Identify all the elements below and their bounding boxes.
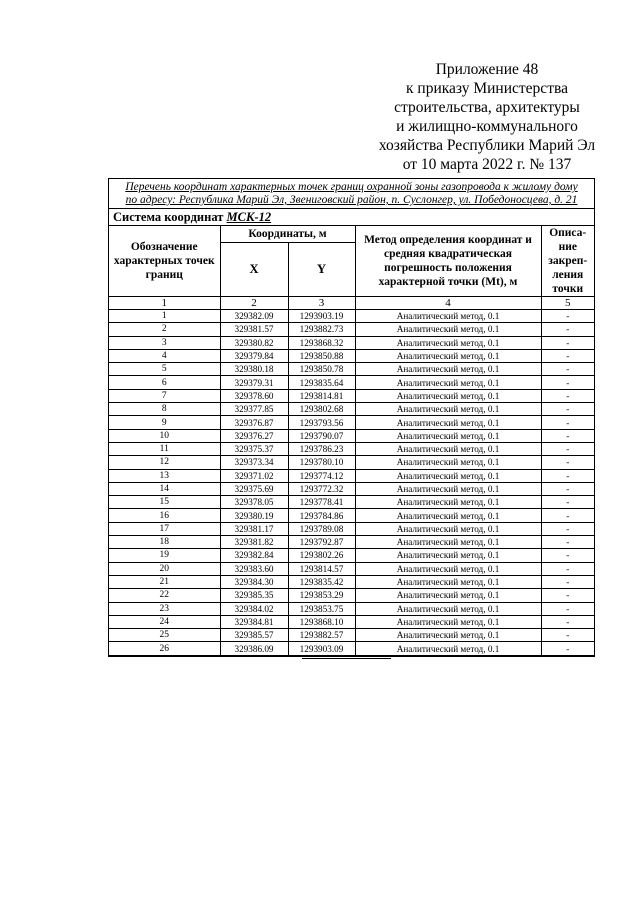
- column-number: 5: [541, 297, 594, 310]
- coord-x: 329378.05: [220, 496, 288, 509]
- header-line: к приказу Министерства: [406, 80, 568, 97]
- description-cell: -: [541, 629, 594, 642]
- method-cell: Аналитический метод, 0.1: [355, 310, 541, 323]
- point-number: 9: [109, 416, 220, 429]
- point-number: 6: [109, 376, 220, 389]
- table-row: [109, 323, 594, 336]
- point-number: 17: [109, 522, 220, 535]
- table-row: [109, 496, 594, 509]
- point-number: 1: [109, 310, 220, 323]
- method-cell: Аналитический метод, 0.1: [355, 456, 541, 469]
- point-number: 15: [109, 496, 220, 509]
- table-row: [109, 403, 594, 416]
- column-number: 2: [220, 297, 288, 310]
- method-cell: Аналитический метод, 0.1: [355, 323, 541, 336]
- point-number: 25: [109, 629, 220, 642]
- description-cell: -: [541, 323, 594, 336]
- point-number: 18: [109, 536, 220, 549]
- coord-y: 1293792.87: [288, 536, 355, 549]
- point-number: 24: [109, 615, 220, 628]
- method-cell: Аналитический метод, 0.1: [355, 363, 541, 376]
- coord-y: 1293784.86: [288, 509, 355, 522]
- coord-x: 329379.31: [220, 376, 288, 389]
- table-row: [109, 509, 594, 522]
- coord-x: 329384.81: [220, 615, 288, 628]
- point-number: 19: [109, 549, 220, 562]
- description-cell: -: [541, 376, 594, 389]
- method-cell: Аналитический метод, 0.1: [355, 496, 541, 509]
- method-cell: Аналитический метод, 0.1: [355, 482, 541, 495]
- coordinates-table: [109, 226, 594, 656]
- coord-x: 329373.34: [220, 456, 288, 469]
- coord-x: 329377.85: [220, 403, 288, 416]
- coord-y: 1293774.12: [288, 469, 355, 482]
- description-cell: -: [541, 615, 594, 628]
- column-number: 1: [109, 297, 220, 310]
- point-number: 20: [109, 562, 220, 575]
- header-line: от 10 марта 2022 г. № 137: [402, 156, 572, 173]
- point-number: 13: [109, 469, 220, 482]
- table-row: [109, 549, 594, 562]
- coordinate-system-label: Система координат: [113, 210, 224, 224]
- description-cell: -: [541, 310, 594, 323]
- table-row: [109, 442, 594, 455]
- point-number: 3: [109, 336, 220, 349]
- method-cell: Аналитический метод, 0.1: [355, 336, 541, 349]
- coord-x: 329385.35: [220, 589, 288, 602]
- header-y: Y: [288, 242, 355, 296]
- description-cell: -: [541, 589, 594, 602]
- column-number: 3: [288, 297, 355, 310]
- description-cell: -: [541, 536, 594, 549]
- method-cell: Аналитический метод, 0.1: [355, 522, 541, 535]
- coord-y: 1293903.19: [288, 310, 355, 323]
- coord-x: 329384.30: [220, 575, 288, 588]
- description-cell: -: [541, 549, 594, 562]
- description-cell: -: [541, 429, 594, 442]
- coord-x: 329376.27: [220, 429, 288, 442]
- coord-y: 1293786.23: [288, 442, 355, 455]
- coord-x: 329386.09: [220, 642, 288, 655]
- description-cell: -: [541, 469, 594, 482]
- coord-y: 1293835.42: [288, 575, 355, 588]
- description-cell: -: [541, 336, 594, 349]
- point-number: 14: [109, 482, 220, 495]
- coord-x: 329384.02: [220, 602, 288, 615]
- method-cell: Аналитический метод, 0.1: [355, 509, 541, 522]
- coord-x: 329381.17: [220, 522, 288, 535]
- coord-y: 1293850.88: [288, 349, 355, 362]
- coord-x: 329371.02: [220, 469, 288, 482]
- point-number: 5: [109, 363, 220, 376]
- point-number: 21: [109, 575, 220, 588]
- header-coordinates: Координаты, м: [220, 226, 355, 242]
- method-cell: Аналитический метод, 0.1: [355, 416, 541, 429]
- method-cell: Аналитический метод, 0.1: [355, 562, 541, 575]
- table-row: [109, 363, 594, 376]
- coord-x: 329375.37: [220, 442, 288, 455]
- header-method: Метод определения координат и средняя квадратическая погрешность положения характерной точки (Mt), м: [355, 226, 541, 297]
- table-row: [109, 482, 594, 495]
- coord-x: 329380.82: [220, 336, 288, 349]
- description-cell: -: [541, 562, 594, 575]
- coord-x: 329381.82: [220, 536, 288, 549]
- coord-y: 1293835.64: [288, 376, 355, 389]
- point-number: 16: [109, 509, 220, 522]
- coord-x: 329379.84: [220, 349, 288, 362]
- table-row: [109, 336, 594, 349]
- coordinates-table-frame: [108, 178, 595, 657]
- coord-y: 1293772.32: [288, 482, 355, 495]
- table-title-line: Перечень координат характерных точек границ охранной зоны газопровода к жилому дому: [125, 181, 578, 193]
- table-row: [109, 522, 594, 535]
- point-number: 12: [109, 456, 220, 469]
- column-number-row: [109, 297, 594, 310]
- coord-x: 329376.87: [220, 416, 288, 429]
- header-line: хозяйства Республики Марий Эл: [378, 137, 596, 154]
- coord-y: 1293793.56: [288, 416, 355, 429]
- table-row: [109, 589, 594, 602]
- coord-y: 1293868.32: [288, 336, 355, 349]
- table-row: [109, 469, 594, 482]
- point-number: 8: [109, 403, 220, 416]
- header-description: Описа- ние закреп- ления точки: [541, 226, 594, 297]
- point-number: 10: [109, 429, 220, 442]
- header-line: строительства, архитектуры: [394, 99, 580, 116]
- coord-y: 1293802.26: [288, 549, 355, 562]
- table-row: [109, 310, 594, 323]
- coord-y: 1293853.29: [288, 589, 355, 602]
- method-cell: Аналитический метод, 0.1: [355, 615, 541, 628]
- description-cell: -: [541, 642, 594, 655]
- signature-line: [302, 658, 391, 659]
- column-number: 4: [355, 297, 541, 310]
- coord-x: 329382.09: [220, 310, 288, 323]
- table-row: [109, 615, 594, 628]
- coord-x: 329380.18: [220, 363, 288, 376]
- table-title: [109, 179, 594, 209]
- point-number: 2: [109, 323, 220, 336]
- method-cell: Аналитический метод, 0.1: [355, 442, 541, 455]
- header-designation: Обозначение характерных точек границ: [109, 226, 220, 297]
- coord-y: 1293814.57: [288, 562, 355, 575]
- method-cell: Аналитический метод, 0.1: [355, 575, 541, 588]
- description-cell: -: [541, 602, 594, 615]
- description-cell: -: [541, 389, 594, 402]
- coord-y: 1293853.75: [288, 602, 355, 615]
- description-cell: -: [541, 509, 594, 522]
- coordinate-system-value: МСК-12: [226, 210, 272, 224]
- point-number: 4: [109, 349, 220, 362]
- table-row: [109, 562, 594, 575]
- table-row: [109, 429, 594, 442]
- method-cell: Аналитический метод, 0.1: [355, 602, 541, 615]
- method-cell: Аналитический метод, 0.1: [355, 549, 541, 562]
- method-cell: Аналитический метод, 0.1: [355, 536, 541, 549]
- coord-x: 329381.57: [220, 323, 288, 336]
- description-cell: -: [541, 442, 594, 455]
- point-number: 7: [109, 389, 220, 402]
- order-header: [354, 60, 620, 174]
- coord-y: 1293882.73: [288, 323, 355, 336]
- table-title-line: по адресу: Республика Марий Эл, Звениговский район, п. Суслонгер, ул. Победоносцева, д. 21: [125, 194, 578, 206]
- table-body: [109, 310, 594, 656]
- method-cell: Аналитический метод, 0.1: [355, 642, 541, 655]
- point-number: 26: [109, 642, 220, 655]
- description-cell: -: [541, 482, 594, 495]
- coord-y: 1293850.78: [288, 363, 355, 376]
- header-line: Приложение 48: [435, 61, 539, 78]
- coord-y: 1293882.57: [288, 629, 355, 642]
- point-number: 22: [109, 589, 220, 602]
- table-row: [109, 575, 594, 588]
- coord-y: 1293780.10: [288, 456, 355, 469]
- point-number: 11: [109, 442, 220, 455]
- coord-y: 1293903.09: [288, 642, 355, 655]
- coord-y: 1293778.41: [288, 496, 355, 509]
- coord-x: 329383.60: [220, 562, 288, 575]
- table-row: [109, 456, 594, 469]
- table-row: [109, 376, 594, 389]
- coord-y: 1293789.08: [288, 522, 355, 535]
- method-cell: Аналитический метод, 0.1: [355, 403, 541, 416]
- description-cell: -: [541, 349, 594, 362]
- coord-x: 329378.60: [220, 389, 288, 402]
- table-row: [109, 349, 594, 362]
- coord-x: 329375.69: [220, 482, 288, 495]
- coord-x: 329380.19: [220, 509, 288, 522]
- description-cell: -: [541, 416, 594, 429]
- header-line: и жилищно-коммунального: [396, 118, 578, 135]
- method-cell: Аналитический метод, 0.1: [355, 589, 541, 602]
- method-cell: Аналитический метод, 0.1: [355, 469, 541, 482]
- header-x: X: [220, 242, 288, 296]
- description-cell: -: [541, 363, 594, 376]
- description-cell: -: [541, 575, 594, 588]
- coordinate-system: [109, 209, 594, 226]
- method-cell: Аналитический метод, 0.1: [355, 389, 541, 402]
- description-cell: -: [541, 403, 594, 416]
- method-cell: Аналитический метод, 0.1: [355, 629, 541, 642]
- table-row: [109, 602, 594, 615]
- coord-y: 1293790.07: [288, 429, 355, 442]
- description-cell: -: [541, 496, 594, 509]
- coord-y: 1293802.68: [288, 403, 355, 416]
- coord-x: 329382.84: [220, 549, 288, 562]
- coord-x: 329385.57: [220, 629, 288, 642]
- table-row: [109, 416, 594, 429]
- method-cell: Аналитический метод, 0.1: [355, 349, 541, 362]
- coord-y: 1293868.10: [288, 615, 355, 628]
- coord-y: 1293814.81: [288, 389, 355, 402]
- description-cell: -: [541, 522, 594, 535]
- description-cell: -: [541, 456, 594, 469]
- method-cell: Аналитический метод, 0.1: [355, 429, 541, 442]
- method-cell: Аналитический метод, 0.1: [355, 376, 541, 389]
- table-row: [109, 642, 594, 655]
- table-row: [109, 389, 594, 402]
- table-row: [109, 629, 594, 642]
- point-number: 23: [109, 602, 220, 615]
- table-row: [109, 536, 594, 549]
